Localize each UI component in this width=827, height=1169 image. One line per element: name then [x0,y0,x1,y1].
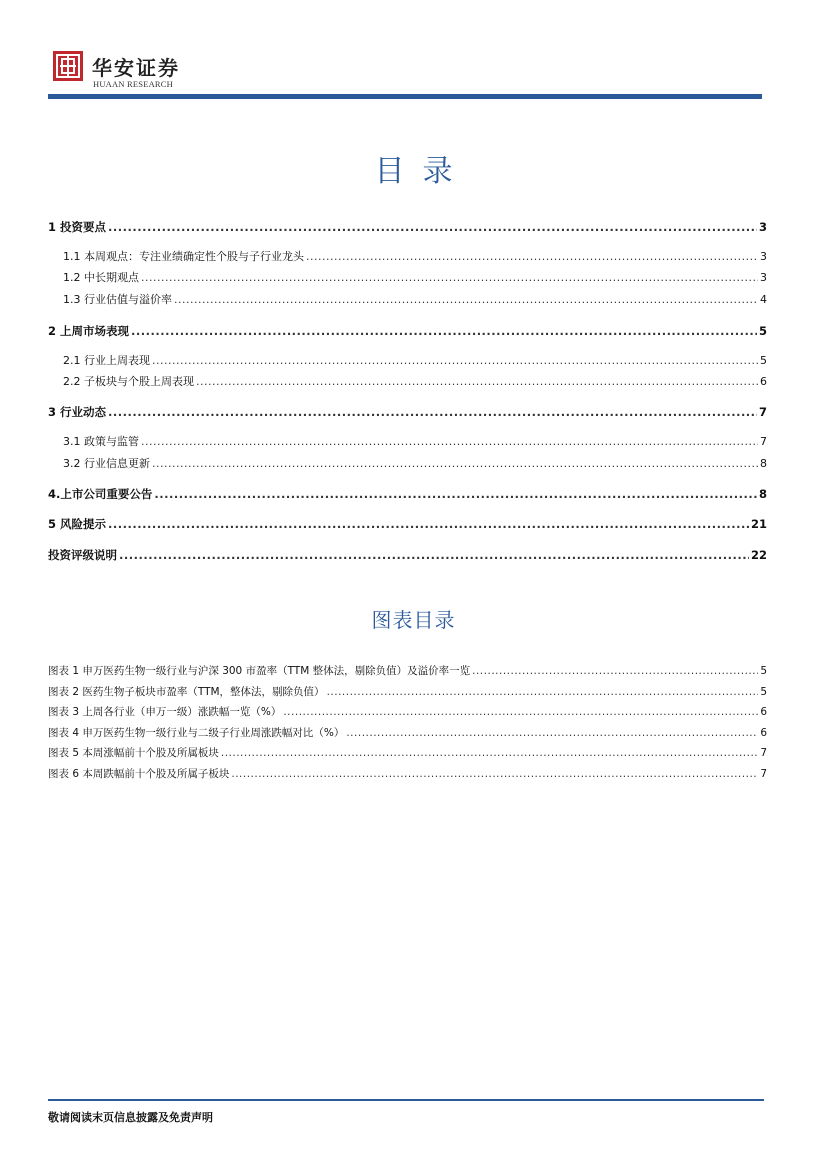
dot-leader [108,217,757,237]
toc-entry[interactable] [48,217,767,237]
toc-entry-label: 3.2 行业信息更新 [63,457,150,470]
dot-leader [306,247,758,267]
toc-entry-page: 6 [760,726,767,739]
toc-entry-page: 3 [758,220,767,234]
toc-entry-page: 5 [758,324,767,338]
toc-entry[interactable] [63,247,767,267]
toc-entry[interactable] [48,402,767,422]
toc-entry-label: 2 上周市场表现 [48,324,130,338]
toc-entry-label: 1.1 本周观点：专注业绩确定性个股与子行业龙头 [63,250,304,263]
toc-entry-page: 8 [758,487,767,501]
toc-entry-label: 3.1 政策与监管 [63,435,139,448]
toc-entry-page: 5 [760,354,767,367]
toc-entry-page: 7 [760,767,767,780]
dot-leader [327,682,759,702]
toc-entry-page: 4 [760,293,767,306]
dot-leader [152,454,758,474]
toc-entry-page: 21 [750,517,767,531]
toc-entry-label: 3 行业动态 [48,405,107,419]
toc-entry-page: 6 [760,706,767,718]
dot-leader [472,661,758,681]
toc-entry-label: 5 风险提示 [48,517,107,531]
dot-leader [141,432,758,452]
toc-entry-page: 3 [760,271,767,284]
brand-name-cn: 华安证券 [92,56,180,80]
toc-entry[interactable] [48,661,767,681]
toc-entry[interactable] [63,372,767,392]
toc-entry[interactable] [63,290,767,310]
toc-entry-page: 7 [760,747,767,759]
dot-leader [346,723,758,743]
toc-entry[interactable] [63,351,767,371]
toc-entry[interactable] [48,702,767,722]
toc-entry-label: 图表 2 医药生物子板块市盈率（TTM，整体法，剔除负值） [48,685,325,698]
toc-entry-label: 1.3 行业估值与溢价率 [63,293,172,306]
toc-entry-label: 1.2 中长期观点 [63,271,139,284]
toc-entry-page: 6 [760,375,767,388]
toc-entry-page: 22 [750,548,767,562]
toc-entry-label: 投资评级说明 [48,548,117,562]
toc-entry[interactable] [48,321,767,341]
dot-leader [154,484,757,504]
dot-leader [119,545,749,565]
toc-entry[interactable] [48,723,767,743]
huaan-logo-icon [52,50,84,82]
toc-entry[interactable] [48,682,767,702]
brand-name-en: HUAAN RESEARCH [93,79,174,89]
toc-entry-label: 图表 4 申万医药生物一级行业与二级子行业周涨跌幅对比（%） [48,726,345,739]
dot-leader [141,268,758,288]
footer-rule [48,1099,764,1101]
toc-title: 目录 [374,154,471,189]
header-rule [48,94,762,99]
toc-entry-page: 3 [760,250,767,263]
toc-entry-label: 图表 6 本周跌幅前十个股及所属子板块 [48,767,230,780]
toc-entry-label: 4.上市公司重要公告 [48,487,153,501]
footer-disclaimer: 敬请阅读末页信息披露及免责声明 [48,1111,213,1124]
toc-entry-page: 5 [760,685,767,698]
page-header [48,46,762,102]
toc-entry-label: 图表 5 本周涨幅前十个股及所属板块 [48,747,219,759]
dot-leader [131,321,757,341]
toc-entry[interactable] [48,764,767,784]
toc-entry[interactable] [48,484,767,504]
toc-entry[interactable] [48,514,767,534]
toc-entry-page: 8 [760,457,767,470]
toc-entry[interactable] [63,454,767,474]
toc-entry[interactable] [63,432,767,452]
dot-leader [231,764,758,784]
toc-entry-page: 5 [760,665,767,677]
toc-entry-page: 7 [758,405,767,419]
toc-entry-label: 1 投资要点 [48,220,107,234]
toc-entry[interactable] [63,268,767,288]
dot-leader [221,743,758,763]
toc-entry-page: 7 [760,435,767,448]
toc-entry-label: 2.2 子板块与个股上周表现 [63,375,194,388]
dot-leader [174,290,758,310]
toc-entry-label: 图表 1 申万医药生物一级行业与沪深 300 市盈率（TTM 整体法，剔除负值）及溢价率一览 [48,665,471,677]
toc-entry-label: 2.1 行业上周表现 [63,354,150,367]
dot-leader [152,351,758,371]
toc-entry[interactable] [48,545,767,565]
toc-entry[interactable] [48,743,767,763]
dot-leader [108,402,757,422]
dot-leader [108,514,749,534]
figure-list-title: 图表目录 [371,608,456,632]
dot-leader [196,372,758,392]
toc-entry-label: 图表 3 上周各行业（申万一级）涨跌幅一览（%） [48,706,282,718]
dot-leader [283,702,758,722]
